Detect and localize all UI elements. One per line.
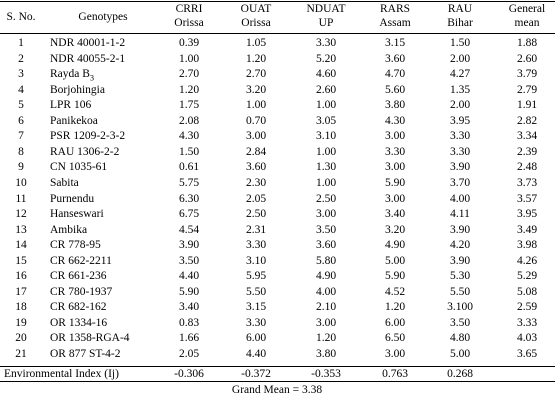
value-cell: 2.79 [516,83,538,96]
value-cell: 5.60 [384,83,406,96]
value-cell: 1.91 [516,99,538,112]
value-cell: 3.00 [315,208,337,221]
value-cell: 4.40 [178,270,200,283]
value-cell: 6.50 [384,332,406,345]
genotype-cell: OR 877 ST-4-2 [50,348,121,360]
column-header-sub: Bihar [447,17,473,29]
value-cell: 1.00 [178,52,200,65]
grand-mean-note: Grand Mean = 3.38 [231,384,323,396]
value-cell: 2.39 [516,145,538,158]
serial-number-cell: 9 [18,161,24,174]
value-cell: 1.20 [315,332,337,345]
value-cell: 2.60 [315,83,337,96]
genotype-cell: RAU 1306-2-2 [50,145,120,158]
value-cell: 4.03 [516,332,538,345]
value-cell: 3.30 [384,145,406,158]
serial-number-cell: 7 [18,130,24,143]
genotype-subscript: 3 [89,73,94,83]
value-cell: 3.80 [315,348,337,360]
value-cell: 2.84 [245,145,267,158]
value-cell: 3.90 [449,161,471,174]
column-header: S. No. [6,11,36,23]
value-cell: 1.50 [178,145,200,158]
value-cell: 1.05 [245,37,267,49]
value-cell: 1.20 [384,301,406,314]
value-cell: 2.82 [516,114,538,127]
value-cell: 4.90 [384,239,406,252]
value-cell: 3.65 [516,348,538,360]
value-cell: 3.70 [449,176,471,189]
genotype-cell: Panikekoa [50,114,98,127]
value-cell: 3.79 [516,68,538,81]
value-cell: 3.80 [384,99,406,112]
genotype-cell: Sabita [50,176,79,189]
value-cell: 6.75 [178,208,200,221]
serial-number-cell: 20 [15,332,27,345]
value-cell: 3.40 [178,301,200,314]
serial-number-cell: 16 [15,270,27,283]
column-header: NDUAT [306,3,346,15]
env-index-label: Environmental Index (Ij) [4,368,119,380]
value-cell: 2.50 [245,208,267,221]
value-cell: 5.75 [178,176,200,189]
value-cell: 3.90 [449,254,471,267]
value-cell: 6.00 [384,316,406,329]
value-cell: 4.80 [449,332,471,345]
genotype-cell: NDR 40001-1-2 [50,37,126,49]
serial-number-cell: 4 [18,83,24,96]
serial-number-cell: 18 [15,301,27,314]
value-cell: 4.00 [449,192,471,205]
env-index-value: 0.763 [382,368,408,380]
value-cell: 4.52 [384,285,406,298]
body-bottom-rule [0,366,555,367]
value-cell: 3.33 [516,316,538,329]
value-cell: 1.00 [315,99,337,112]
value-cell: 4.11 [450,208,470,221]
env-index-value: -0.353 [311,368,341,380]
genotype-cell: CN 1035-61 [50,161,108,174]
header-rule [0,33,555,34]
value-cell: 3.05 [315,114,337,127]
value-cell: 2.70 [245,68,267,81]
value-cell: 3.10 [315,130,337,143]
value-cell: 4.60 [315,68,337,81]
genotype-cell: Rayda $B_3$ [50,68,94,83]
value-cell: 3.50 [178,254,200,267]
value-cell: 2.50 [315,192,337,205]
genotype-cell: Borjohingia [50,83,105,96]
value-cell: 2.60 [516,52,538,65]
value-cell: 3.98 [516,239,538,252]
column-header: OUAT [240,3,272,15]
value-cell: 3.100 [447,301,473,314]
genotype-cell: OR 1334-16 [50,316,108,329]
env-index-value: -0.306 [174,368,204,380]
genotype-cell: CR 778-95 [50,239,101,252]
value-cell: 3.00 [384,192,406,205]
value-cell: 3.95 [516,208,538,221]
value-cell: 0.70 [245,114,267,127]
genotype-cell: CR 682-162 [50,301,107,314]
column-header: RAU [447,3,473,15]
serial-number-cell: 14 [15,239,27,252]
genotype-cell: CR 661-236 [50,270,107,283]
genotype-cell: OR 1358-RGA-4 [50,332,130,345]
value-cell: 1.75 [178,99,200,112]
value-cell: 5.90 [384,270,406,283]
value-cell: 1.66 [178,332,200,345]
value-cell: 3.30 [315,37,337,49]
value-cell: 2.05 [245,192,267,205]
value-cell: 1.35 [449,83,471,96]
value-cell: 4.30 [384,114,406,127]
value-cell: 1.50 [449,37,471,49]
value-cell: 1.00 [315,176,337,189]
value-cell: 3.30 [245,239,267,252]
value-cell: 1.00 [245,99,267,112]
genotype-cell: PSR 1209-2-3-2 [50,130,126,143]
serial-number-cell: 17 [15,285,27,298]
value-cell: 3.60 [245,161,267,174]
genotype-cell: NDR 40055-2-1 [50,52,126,65]
value-cell: 5.90 [178,285,200,298]
env-index-value: -0.372 [241,368,271,380]
column-header-sub: mean [514,17,540,29]
value-cell: 1.20 [178,83,200,96]
value-cell: 3.20 [384,223,406,236]
genotype-cell: CR 662-2211 [50,254,112,267]
column-header: Genotypes [78,11,128,23]
value-cell: 4.90 [315,270,337,283]
value-cell: 3.00 [245,130,267,143]
value-cell: 3.30 [449,130,471,143]
column-header-sub: Orissa [174,17,204,29]
serial-number-cell: 8 [18,145,24,158]
value-cell: 4.30 [178,130,200,143]
serial-number-cell: 10 [15,176,27,189]
value-cell: 0.39 [178,37,200,49]
serial-number-cell: 12 [15,208,27,221]
value-cell: 2.31 [245,223,267,236]
genotype-cell: LPR 106 [50,99,92,112]
value-cell: 3.00 [384,161,406,174]
value-cell: 3.50 [315,223,337,236]
column-header: RARS [379,3,411,15]
value-cell: 1.00 [315,145,337,158]
value-cell: 5.00 [384,254,406,267]
value-cell: 3.60 [315,239,337,252]
value-cell: 3.50 [449,316,471,329]
value-cell: 5.95 [245,270,267,283]
value-cell: 5.30 [449,270,471,283]
value-cell: 5.50 [245,285,267,298]
value-cell: 6.30 [178,192,200,205]
value-cell: 5.08 [516,285,538,298]
value-cell: 4.27 [449,68,471,81]
value-cell: 2.08 [178,114,200,127]
serial-number-cell: 1 [18,37,24,49]
value-cell: 2.59 [516,301,538,314]
value-cell: 4.70 [384,68,406,81]
value-cell: 3.15 [245,301,267,314]
value-cell: 3.95 [449,114,471,127]
value-cell: 3.57 [516,192,538,205]
value-cell: 3.90 [449,223,471,236]
value-cell: 2.00 [449,99,471,112]
genotype-cell: Ambika [50,223,88,236]
serial-number-cell: 13 [15,223,27,236]
serial-number-cell: 19 [15,316,27,329]
value-cell: 4.00 [315,285,337,298]
value-cell: 3.49 [516,223,538,236]
column-header: CRRI [175,3,203,15]
env-index-value: 0.268 [447,368,473,380]
value-cell: 3.30 [449,145,471,158]
value-cell: 0.83 [178,316,200,329]
serial-number-cell: 5 [18,99,24,112]
column-header-sub: Assam [379,17,411,29]
value-cell: 3.30 [245,316,267,329]
value-cell: 3.00 [384,348,406,360]
serial-number-cell: 11 [15,192,27,205]
value-cell: 6.00 [245,332,267,345]
serial-number-cell: 3 [18,68,24,81]
value-cell: 4.54 [178,223,200,236]
value-cell: 4.20 [449,239,471,252]
top-rule [0,1,555,2]
column-header: General [508,3,546,15]
value-cell: 2.00 [449,52,471,65]
value-cell: 2.30 [245,176,267,189]
env-bottom-rule [0,381,555,382]
value-cell: 1.30 [315,161,337,174]
value-cell: 5.90 [384,176,406,189]
value-cell: 3.60 [384,52,406,65]
serial-number-cell: 2 [18,52,24,65]
value-cell: 3.20 [245,83,267,96]
value-cell: 3.40 [384,208,406,221]
value-cell: 5.20 [315,52,337,65]
genotype-cell: CR 780-1937 [50,285,113,298]
value-cell: 3.34 [516,130,538,143]
genotype-cell: Hanseswari [50,208,104,221]
value-cell: 5.50 [449,285,471,298]
serial-number-cell: 15 [15,254,27,267]
value-cell: 5.80 [315,254,337,267]
value-cell: 3.73 [516,176,538,189]
value-cell: 0.61 [178,161,200,174]
value-cell: 3.90 [178,239,200,252]
value-cell: 3.00 [384,130,406,143]
value-cell: 4.26 [516,254,538,267]
value-cell: 5.29 [516,270,538,283]
serial-number-cell: 21 [15,348,27,360]
column-header-sub: UP [318,17,334,29]
column-header-sub: Orissa [241,17,271,29]
genotype-cell: Purnendu [50,192,95,205]
value-cell: 3.15 [384,37,406,49]
value-cell: 5.00 [449,348,471,360]
value-cell: 2.48 [516,161,538,174]
value-cell: 1.20 [245,52,267,65]
value-cell: 1.88 [516,37,538,49]
value-cell: 3.10 [245,254,267,267]
value-cell: 4.40 [245,348,267,360]
value-cell: 3.00 [315,316,337,329]
serial-number-cell: 6 [18,114,24,127]
value-cell: 2.10 [315,301,337,314]
value-cell: 2.05 [178,348,200,360]
value-cell: 2.70 [178,68,200,81]
